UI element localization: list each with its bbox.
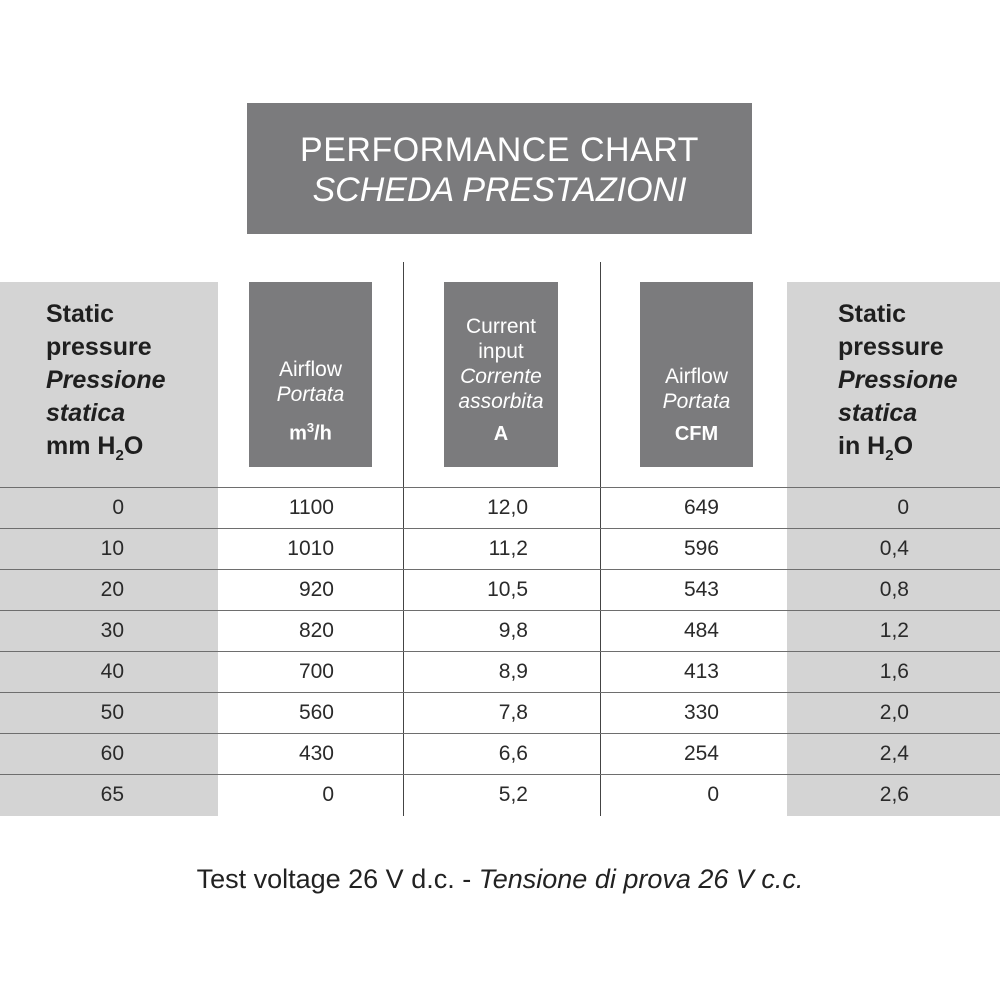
cell-airflow-m3h: 560 xyxy=(298,701,334,724)
header-unit xyxy=(838,430,958,472)
cell-static-in: 0 xyxy=(897,496,909,519)
cell-current: 9,8 xyxy=(498,619,528,642)
cell-airflow-cfm: 596 xyxy=(683,537,719,560)
header-text: Pressione xyxy=(46,366,166,394)
header-text: pressure xyxy=(838,333,944,361)
chart-subtitle: SCHEDA PRESTAZIONI xyxy=(312,171,687,209)
footer-text: Test voltage 26 V d.c. - xyxy=(196,864,479,894)
cell-current: 8,9 xyxy=(498,660,528,683)
cell-airflow-cfm: 0 xyxy=(707,783,719,806)
cell-current: 7,8 xyxy=(498,701,528,724)
unit-text: /h xyxy=(314,423,332,445)
cell-airflow-m3h: 920 xyxy=(298,578,334,601)
chart-title-box xyxy=(247,103,752,234)
header-text: Static xyxy=(838,300,907,328)
cell-static-mm: 20 xyxy=(100,578,124,601)
cell-static-in: 2,0 xyxy=(879,701,909,724)
cell-airflow-m3h: 0 xyxy=(322,783,334,806)
unit-text: mm H xyxy=(46,432,116,460)
cell-airflow-cfm: 254 xyxy=(683,742,719,765)
cell-static-mm: 60 xyxy=(100,742,124,765)
cell-static-mm: 50 xyxy=(100,701,124,724)
cell-airflow-m3h: 1100 xyxy=(288,496,334,519)
unit-subscript: 2 xyxy=(115,447,124,464)
cell-airflow-cfm: 413 xyxy=(683,660,719,683)
cell-static-mm: 65 xyxy=(100,783,124,806)
cell-airflow-m3h: 700 xyxy=(298,660,334,683)
header-text: Airflow xyxy=(664,365,728,388)
cell-static-in: 0,4 xyxy=(879,537,909,560)
cell-current: 11,2 xyxy=(488,537,528,560)
cell-static-in: 1,6 xyxy=(879,660,909,683)
header-airflow-cfm xyxy=(640,282,753,467)
header-text: statica xyxy=(838,399,918,427)
unit-text: O xyxy=(123,432,144,460)
cell-static-mm: 10 xyxy=(100,537,124,560)
unit-subscript: 2 xyxy=(885,447,894,464)
header-unit xyxy=(46,430,166,472)
cell-current: 12,0 xyxy=(487,496,528,519)
header-static-pressure-in xyxy=(838,298,958,472)
cell-static-in: 2,6 xyxy=(879,783,909,806)
cell-airflow-cfm: 543 xyxy=(683,578,719,601)
cell-airflow-cfm: 330 xyxy=(683,701,719,724)
unit-text: m xyxy=(289,423,307,445)
header-text: Portata xyxy=(276,383,345,407)
header-text: Airflow xyxy=(278,358,342,382)
footer-text-italic: Tensione di prova 26 V c.c. xyxy=(478,864,804,894)
header-unit: CFM xyxy=(674,423,719,445)
cell-current: 5,2 xyxy=(498,783,528,806)
header-text: statica xyxy=(46,399,126,427)
header-unit: A xyxy=(493,423,509,445)
cell-static-in: 2,4 xyxy=(879,742,909,765)
header-text: Static xyxy=(46,300,115,328)
cell-static-mm: 0 xyxy=(112,496,124,519)
header-text: Pressione xyxy=(838,366,958,394)
header-text: Corrente xyxy=(460,365,542,388)
cell-static-mm: 30 xyxy=(100,619,124,642)
cell-airflow-cfm: 649 xyxy=(683,496,719,519)
footer-note xyxy=(0,864,1000,895)
cell-static-in: 0,8 xyxy=(879,578,909,601)
cell-static-mm: 40 xyxy=(100,660,124,683)
cell-current: 6,6 xyxy=(498,742,528,765)
header-text: pressure xyxy=(46,333,152,361)
cell-airflow-m3h: 1010 xyxy=(287,537,334,560)
header-text: Current xyxy=(465,315,537,338)
cell-airflow-cfm: 484 xyxy=(683,619,719,642)
unit-text: in H xyxy=(838,432,886,460)
cell-static-in: 1,2 xyxy=(879,619,909,642)
unit-text: O xyxy=(893,432,914,460)
header-airflow-m3h xyxy=(249,282,372,467)
header-text: assorbita xyxy=(458,390,544,413)
cell-current: 10,5 xyxy=(487,578,528,601)
chart-title: PERFORMANCE CHART xyxy=(300,131,699,169)
header-text: input xyxy=(478,340,524,363)
header-current-input xyxy=(444,282,558,467)
cell-airflow-m3h: 820 xyxy=(298,619,334,642)
cell-airflow-m3h: 430 xyxy=(298,742,334,765)
header-unit xyxy=(249,415,372,447)
header-static-pressure-mm xyxy=(46,298,166,472)
header-text: Portata xyxy=(662,390,731,413)
unit-superscript: 3 xyxy=(306,420,315,436)
